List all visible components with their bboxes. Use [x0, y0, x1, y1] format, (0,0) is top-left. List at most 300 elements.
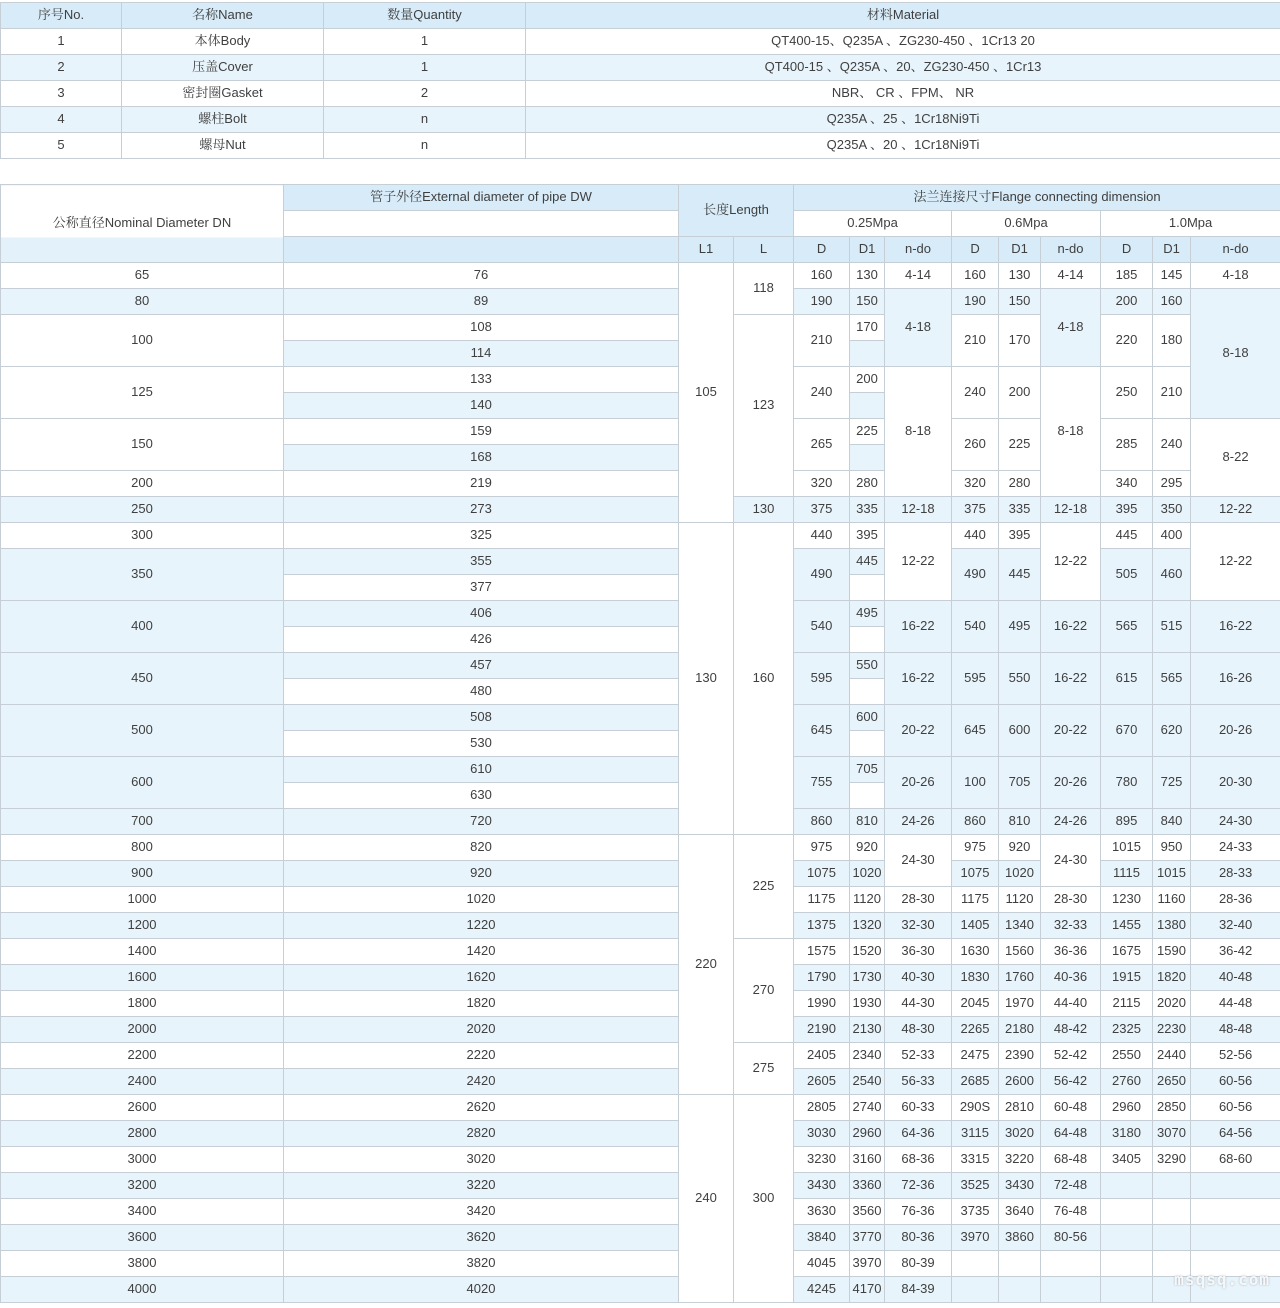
- parts-material-table: [0, 2, 1280, 159]
- table-cell: 100: [952, 757, 999, 809]
- table-cell: [850, 679, 885, 705]
- table-cell: 56-33: [885, 1069, 952, 1095]
- table-cell: 1820: [284, 991, 679, 1017]
- table-row: [1, 263, 1280, 289]
- table-cell: 12-22: [1191, 497, 1280, 523]
- table-cell: 150: [999, 289, 1041, 315]
- table-cell: 1380: [1153, 913, 1191, 939]
- table-cell: 20-22: [885, 705, 952, 757]
- table-cell: 2115: [1101, 991, 1153, 1017]
- table-cell: 52-56: [1191, 1043, 1280, 1069]
- table-cell: [850, 393, 885, 419]
- table-row: [1, 55, 1280, 81]
- table-row: [1, 289, 1280, 315]
- table-cell: 495: [999, 601, 1041, 653]
- table-cell: 250: [1, 497, 284, 523]
- table-cell: 920: [284, 861, 679, 887]
- table-cell: 395: [999, 523, 1041, 549]
- table-cell: 295: [1153, 471, 1191, 497]
- table-row: [1, 809, 1280, 835]
- table-cell: 320: [952, 471, 999, 497]
- table-cell: 12-22: [1191, 523, 1280, 601]
- table-cell: [850, 341, 885, 367]
- table-cell: 1115: [1101, 861, 1153, 887]
- table-cell: 螺母Nut: [122, 133, 324, 159]
- table-cell: 16-22: [885, 601, 952, 653]
- table-cell: 1915: [1101, 965, 1153, 991]
- table-cell: 700: [1, 809, 284, 835]
- table-cell: 3840: [794, 1225, 850, 1251]
- table-cell: 265: [794, 419, 850, 471]
- table-cell: 32-30: [885, 913, 952, 939]
- table-cell: 3800: [1, 1251, 284, 1277]
- table-cell: 1160: [1153, 887, 1191, 913]
- table-cell: 3430: [999, 1173, 1041, 1199]
- table-cell: 1: [1, 29, 122, 55]
- table-cell: 800: [1, 835, 284, 861]
- table-cell: 440: [794, 523, 850, 549]
- table-cell: 28-30: [885, 887, 952, 913]
- table-cell: 630: [284, 783, 679, 809]
- table-cell: 273: [284, 497, 679, 523]
- table-cell: 950: [1153, 835, 1191, 861]
- table-cell: 810: [999, 809, 1041, 835]
- table-cell: 2: [324, 81, 526, 107]
- table-cell: 12-18: [885, 497, 952, 523]
- table-row: [1, 835, 1280, 861]
- table-cell: 1200: [1, 913, 284, 939]
- table-cell: 4020: [284, 1277, 679, 1303]
- table-cell: 4-14: [1041, 263, 1101, 289]
- table-cell: 1620: [284, 965, 679, 991]
- table-row: [1, 1199, 1280, 1225]
- table-cell: 2740: [850, 1095, 885, 1121]
- table-cell: 4170: [850, 1277, 885, 1303]
- table-cell: 16-26: [1191, 653, 1280, 705]
- table-cell: 2620: [284, 1095, 679, 1121]
- table-cell: [1191, 1251, 1280, 1277]
- table-cell: 68-60: [1191, 1147, 1280, 1173]
- table-cell: 140: [284, 393, 679, 419]
- table-cell: 133: [284, 367, 679, 393]
- table-cell: [1191, 1225, 1280, 1251]
- table-cell: [1153, 1277, 1191, 1303]
- table-cell: 3180: [1101, 1121, 1153, 1147]
- table-cell: 395: [1101, 497, 1153, 523]
- table-cell: 3000: [1, 1147, 284, 1173]
- table-cell: 550: [850, 653, 885, 679]
- table-cell: 2540: [850, 1069, 885, 1095]
- table-cell: 540: [952, 601, 999, 653]
- table-row: [1, 29, 1280, 55]
- table-cell: 8-18: [885, 367, 952, 497]
- table-cell: 123: [734, 315, 794, 497]
- table-cell: 8-18: [1191, 289, 1280, 419]
- table-cell: 108: [284, 315, 679, 341]
- table-cell: 377: [284, 575, 679, 601]
- table-cell: 600: [999, 705, 1041, 757]
- table-cell: 3: [1, 81, 122, 107]
- table-cell: [1101, 1225, 1153, 1251]
- table-cell: 185: [1101, 263, 1153, 289]
- table-cell: 60-33: [885, 1095, 952, 1121]
- table-cell: 1015: [1101, 835, 1153, 861]
- table-cell: 3600: [1, 1225, 284, 1251]
- table-row: [1, 1069, 1280, 1095]
- table-cell: 1320: [850, 913, 885, 939]
- table-cell: 600: [1, 757, 284, 809]
- table-cell: 355: [284, 549, 679, 575]
- table-cell: [1101, 1199, 1153, 1225]
- col-header-ndo: n-do: [1041, 237, 1101, 263]
- parts-table-body: [1, 3, 1280, 159]
- table-cell: 16-22: [1041, 601, 1101, 653]
- table-cell: 3070: [1153, 1121, 1191, 1147]
- table-cell: [1101, 1173, 1153, 1199]
- table-cell: 3020: [999, 1121, 1041, 1147]
- table-cell: 159: [284, 419, 679, 445]
- table-cell: 89: [284, 289, 679, 315]
- table-cell: 4-18: [1041, 289, 1101, 367]
- table-cell: 190: [952, 289, 999, 315]
- table-cell: 350: [1153, 497, 1191, 523]
- table-cell: 3430: [794, 1173, 850, 1199]
- table-cell: 12-22: [1041, 523, 1101, 601]
- table-cell: 3420: [284, 1199, 679, 1225]
- col-header-d: D: [794, 237, 850, 263]
- table-cell: 80-39: [885, 1251, 952, 1277]
- table-cell: 3230: [794, 1147, 850, 1173]
- table-cell: 2020: [284, 1017, 679, 1043]
- table-cell: 350: [1, 549, 284, 601]
- table-cell: 20-26: [1041, 757, 1101, 809]
- table-cell: 240: [1153, 419, 1191, 471]
- table-row: [1, 991, 1280, 1017]
- table-cell: 3405: [1101, 1147, 1153, 1173]
- table-cell: 1120: [850, 887, 885, 913]
- table-cell: 755: [794, 757, 850, 809]
- table-cell: 300: [734, 1095, 794, 1303]
- table-cell: 2180: [999, 1017, 1041, 1043]
- table-cell: Q235A 、25 、1Cr18Ni9Ti: [526, 107, 1280, 133]
- table-cell: 48-42: [1041, 1017, 1101, 1043]
- table-cell: [1153, 1225, 1191, 1251]
- table-cell: 620: [1153, 705, 1191, 757]
- table-cell: 1455: [1101, 913, 1153, 939]
- table-cell: 2760: [1101, 1069, 1153, 1095]
- table-cell: [1041, 1277, 1101, 1303]
- table-cell: [850, 627, 885, 653]
- table-cell: 8-18: [1041, 367, 1101, 497]
- table-cell: 170: [999, 315, 1041, 367]
- table-cell: 280: [850, 471, 885, 497]
- table-cell: 320: [794, 471, 850, 497]
- table-cell: 20-26: [885, 757, 952, 809]
- table-cell: 2200: [1, 1043, 284, 1069]
- table-cell: 本体Body: [122, 29, 324, 55]
- col-header-dw-spacer: [284, 211, 679, 237]
- col-header-no: 序号No.: [1, 3, 122, 29]
- table-row: [1, 965, 1280, 991]
- table-cell: 1020: [999, 861, 1041, 887]
- table-cell: 24-30: [1041, 835, 1101, 887]
- table-cell: 595: [794, 653, 850, 705]
- table-cell: [999, 1251, 1041, 1277]
- table-row: [1, 185, 1280, 211]
- table-cell: 1340: [999, 913, 1041, 939]
- table-cell: 60-48: [1041, 1095, 1101, 1121]
- table-cell: 1230: [1101, 887, 1153, 913]
- table-cell: [1191, 1173, 1280, 1199]
- table-cell: 1220: [284, 913, 679, 939]
- table-cell: n: [324, 107, 526, 133]
- table-cell: 600: [850, 705, 885, 731]
- col-header-dw: 管子外径External diameter of pipe DW: [284, 185, 679, 211]
- table-cell: 975: [952, 835, 999, 861]
- table-cell: 2605: [794, 1069, 850, 1095]
- table-cell: 2600: [999, 1069, 1041, 1095]
- table-cell: 3220: [999, 1147, 1041, 1173]
- table-cell: [1153, 1199, 1191, 1225]
- table-cell: 240: [794, 367, 850, 419]
- table-cell: 76: [284, 263, 679, 289]
- table-cell: 150: [850, 289, 885, 315]
- table-cell: 445: [850, 549, 885, 575]
- table-cell: 219: [284, 471, 679, 497]
- table-cell: 460: [1153, 549, 1191, 601]
- table-cell: 1: [324, 29, 526, 55]
- table-cell: 20-26: [1191, 705, 1280, 757]
- table-cell: 4000: [1, 1277, 284, 1303]
- table-cell: 2475: [952, 1043, 999, 1069]
- table-cell: 64-56: [1191, 1121, 1280, 1147]
- table-cell: 426: [284, 627, 679, 653]
- table-cell: 32-40: [1191, 913, 1280, 939]
- table-cell: 200: [999, 367, 1041, 419]
- table-cell: 100: [1, 315, 284, 367]
- table-cell: 457: [284, 653, 679, 679]
- table-cell: 2045: [952, 991, 999, 1017]
- table-cell: 24-33: [1191, 835, 1280, 861]
- table-cell: 325: [284, 523, 679, 549]
- table-cell: [1153, 1173, 1191, 1199]
- table-cell: 28-30: [1041, 887, 1101, 913]
- table-cell: 48-30: [885, 1017, 952, 1043]
- table-cell: 1590: [1153, 939, 1191, 965]
- table-cell: 145: [1153, 263, 1191, 289]
- table-cell: 2420: [284, 1069, 679, 1095]
- table-cell: 170: [850, 315, 885, 341]
- table-cell: 4-14: [885, 263, 952, 289]
- table-cell: 645: [952, 705, 999, 757]
- table-cell: 1820: [1153, 965, 1191, 991]
- table-cell: 375: [952, 497, 999, 523]
- table-cell: 2810: [999, 1095, 1041, 1121]
- table-cell: 28-36: [1191, 887, 1280, 913]
- table-cell: 44-30: [885, 991, 952, 1017]
- table-row: [1, 107, 1280, 133]
- table-cell: 2390: [999, 1043, 1041, 1069]
- table-cell: 114: [284, 341, 679, 367]
- table-cell: 3315: [952, 1147, 999, 1173]
- table-cell: 2000: [1, 1017, 284, 1043]
- table-cell: 40-30: [885, 965, 952, 991]
- table-cell: [1101, 1277, 1153, 1303]
- table-cell: 44-48: [1191, 991, 1280, 1017]
- table-cell: 36-36: [1041, 939, 1101, 965]
- table-cell: 250: [1101, 367, 1153, 419]
- table-cell: 2230: [1153, 1017, 1191, 1043]
- table-cell: 920: [850, 835, 885, 861]
- table-cell: 200: [1, 471, 284, 497]
- table-row: [1, 133, 1280, 159]
- col-header-material: 材料Material: [526, 3, 1280, 29]
- table-cell: 130: [734, 497, 794, 523]
- table-cell: [1191, 1199, 1280, 1225]
- table-cell: 280: [999, 471, 1041, 497]
- table-cell: [952, 1251, 999, 1277]
- table-cell: 80-36: [885, 1225, 952, 1251]
- table-cell: 550: [999, 653, 1041, 705]
- table-cell: [1101, 1251, 1153, 1277]
- table-cell: 84-39: [885, 1277, 952, 1303]
- table-row: [1, 1251, 1280, 1277]
- table-cell: 225: [734, 835, 794, 939]
- table-cell: 270: [734, 939, 794, 1043]
- table-cell: 860: [952, 809, 999, 835]
- table-cell: 48-48: [1191, 1017, 1280, 1043]
- col-header-dw-spacer: [284, 237, 679, 263]
- table-cell: [1041, 1251, 1101, 1277]
- col-header-d1: D1: [999, 237, 1041, 263]
- table-cell: [1191, 1277, 1280, 1303]
- table-cell: 3640: [999, 1199, 1041, 1225]
- table-cell: 76-48: [1041, 1199, 1101, 1225]
- table-cell: 76-36: [885, 1199, 952, 1225]
- col-header-d: D: [1101, 237, 1153, 263]
- table-cell: 2405: [794, 1043, 850, 1069]
- table-cell: 3770: [850, 1225, 885, 1251]
- table-cell: 1600: [1, 965, 284, 991]
- table-cell: [999, 1277, 1041, 1303]
- col-header-10mpa: 1.0Mpa: [1101, 211, 1280, 237]
- table-cell: 540: [794, 601, 850, 653]
- table-cell: 160: [734, 523, 794, 835]
- table-cell: 1020: [284, 887, 679, 913]
- table-cell: 920: [999, 835, 1041, 861]
- table-row: [1, 705, 1280, 731]
- table-cell: 32-33: [1041, 913, 1101, 939]
- table-row: [1, 523, 1280, 549]
- table-cell: 12-18: [1041, 497, 1101, 523]
- table-cell: 3630: [794, 1199, 850, 1225]
- table-cell: 1560: [999, 939, 1041, 965]
- col-header-ndo: n-do: [1191, 237, 1280, 263]
- table-cell: 395: [850, 523, 885, 549]
- table-cell: 860: [794, 809, 850, 835]
- table-cell: 670: [1101, 705, 1153, 757]
- table-cell: 508: [284, 705, 679, 731]
- table-cell: 3200: [1, 1173, 284, 1199]
- table-cell: 64-36: [885, 1121, 952, 1147]
- table-cell: 36-30: [885, 939, 952, 965]
- table-cell: [850, 731, 885, 757]
- table-cell: 4045: [794, 1251, 850, 1277]
- table-cell: n: [324, 133, 526, 159]
- table-cell: 1420: [284, 939, 679, 965]
- table-cell: 60-56: [1191, 1095, 1280, 1121]
- table-cell: 4245: [794, 1277, 850, 1303]
- table-cell: 220: [1101, 315, 1153, 367]
- table-row: [1, 939, 1280, 965]
- col-header-ndo: n-do: [885, 237, 952, 263]
- table-cell: QT400-15、Q235A 、ZG230-450 、1Cr13 20: [526, 29, 1280, 55]
- table-row: [1, 757, 1280, 783]
- table-cell: 8-22: [1191, 419, 1280, 497]
- table-cell: 压盖Cover: [122, 55, 324, 81]
- table-cell: 210: [794, 315, 850, 367]
- table-cell: 720: [284, 809, 679, 835]
- table-cell: 24-30: [885, 835, 952, 887]
- table-cell: 3560: [850, 1199, 885, 1225]
- table-cell: 130: [999, 263, 1041, 289]
- table-cell: 3160: [850, 1147, 885, 1173]
- table-cell: 445: [1101, 523, 1153, 549]
- table-cell: Q235A 、20 、1Cr18Ni9Ti: [526, 133, 1280, 159]
- table-cell: 1: [324, 55, 526, 81]
- table-cell: 5: [1, 133, 122, 159]
- table-row: [1, 81, 1280, 107]
- table-cell: 2800: [1, 1121, 284, 1147]
- table-cell: 2190: [794, 1017, 850, 1043]
- table-cell: 200: [850, 367, 885, 393]
- table-cell: 2: [1, 55, 122, 81]
- table-cell: 52-33: [885, 1043, 952, 1069]
- table-cell: 1970: [999, 991, 1041, 1017]
- table-cell: 840: [1153, 809, 1191, 835]
- table-cell: 3970: [850, 1251, 885, 1277]
- table-cell: 3620: [284, 1225, 679, 1251]
- table-cell: 1075: [794, 861, 850, 887]
- table-cell: 2960: [1101, 1095, 1153, 1121]
- table-cell: 4-18: [885, 289, 952, 367]
- table-cell: 1175: [952, 887, 999, 913]
- table-cell: 150: [1, 419, 284, 471]
- table-cell: 1730: [850, 965, 885, 991]
- table-cell: 3860: [999, 1225, 1041, 1251]
- table-cell: 1790: [794, 965, 850, 991]
- table-cell: 72-36: [885, 1173, 952, 1199]
- table-cell: 3030: [794, 1121, 850, 1147]
- flange-dimension-table: [0, 184, 1280, 1303]
- table-cell: 168: [284, 445, 679, 471]
- table-cell: 190: [794, 289, 850, 315]
- table-cell: 20-22: [1041, 705, 1101, 757]
- table-cell: 900: [1, 861, 284, 887]
- table-cell: 810: [850, 809, 885, 835]
- table-cell: 3820: [284, 1251, 679, 1277]
- table-cell: 1175: [794, 887, 850, 913]
- table-cell: 1015: [1153, 861, 1191, 887]
- table-cell: 40-48: [1191, 965, 1280, 991]
- table-cell: 24-26: [885, 809, 952, 835]
- table-row: [1, 3, 1280, 29]
- col-header-d1: D1: [850, 237, 885, 263]
- table-cell: 505: [1101, 549, 1153, 601]
- table-cell: 2340: [850, 1043, 885, 1069]
- table-cell: 3735: [952, 1199, 999, 1225]
- table-cell: 1990: [794, 991, 850, 1017]
